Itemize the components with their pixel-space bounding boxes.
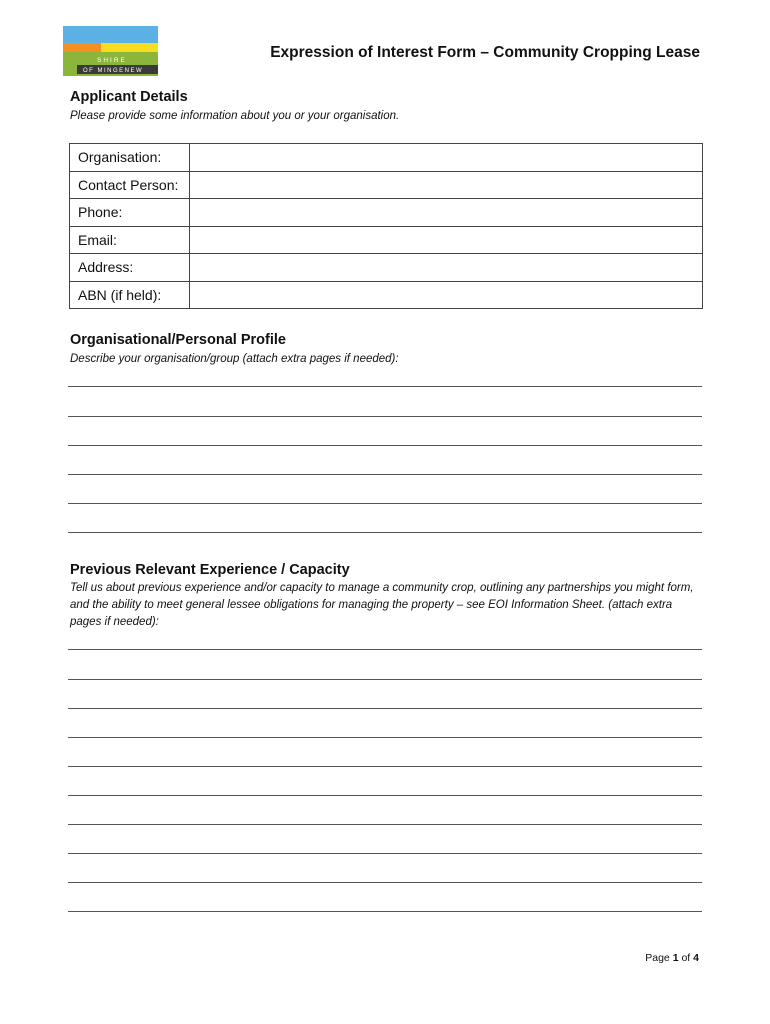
applicant-details-table [69, 143, 703, 309]
experience-heading: Previous Relevant Experience / Capacity [70, 562, 350, 578]
experience-writing-line[interactable] [68, 737, 702, 738]
organisation-field[interactable] [190, 144, 703, 172]
contact-person-label: Contact Person: [70, 171, 190, 199]
profile-writing-line[interactable] [68, 445, 702, 446]
email-field[interactable] [190, 226, 703, 254]
page-of: of [681, 952, 691, 964]
experience-description: Tell us about previous experience and/or capacity to manage a community crop, outlining any partnerships you might form, and the ability to meet general lessee obligations for managing the property – see EOI Information Sheet. (attach extra pages if needed): [70, 582, 694, 628]
page-label: Page [645, 952, 670, 964]
profile-writing-line[interactable] [68, 503, 702, 504]
experience-writing-line[interactable] [68, 766, 702, 767]
profile-description: Describe your organisation/group (attach extra pages if needed): [70, 353, 399, 365]
applicant-details-description: Please provide some information about you or your organisation. [70, 110, 400, 122]
address-label: Address: [70, 254, 190, 282]
applicant-details-heading: Applicant Details [70, 89, 188, 105]
experience-writing-line[interactable] [68, 679, 702, 680]
experience-writing-line[interactable] [68, 853, 702, 854]
experience-writing-line[interactable] [68, 824, 702, 825]
profile-writing-line[interactable] [68, 474, 702, 475]
profile-writing-line[interactable] [68, 386, 702, 387]
abn-field[interactable] [190, 281, 703, 309]
organisation-label: Organisation: [70, 144, 190, 172]
email-label: Email: [70, 226, 190, 254]
page-total: 4 [693, 952, 699, 964]
logo-text-line2: OF MINGENEW [83, 68, 144, 74]
document-title: Expression of Interest Form – Community Cropping Lease [270, 44, 700, 61]
profile-heading: Organisational/Personal Profile [70, 332, 286, 348]
phone-label: Phone: [70, 199, 190, 227]
profile-writing-line[interactable] [68, 532, 702, 533]
experience-writing-line[interactable] [68, 708, 702, 709]
address-row [70, 254, 703, 282]
phone-field[interactable] [190, 199, 703, 227]
logo-text-line1: SHIRE [97, 57, 127, 64]
experience-writing-line[interactable] [68, 911, 702, 912]
phone-row [70, 199, 703, 227]
abn-row [70, 281, 703, 309]
email-row [70, 226, 703, 254]
shire-logo [63, 26, 158, 76]
page-number [645, 952, 699, 964]
page-current: 1 [672, 952, 679, 964]
abn-label: ABN (if held): [70, 281, 190, 309]
address-field[interactable] [190, 254, 703, 282]
experience-writing-line[interactable] [68, 795, 702, 796]
contact-person-row [70, 171, 703, 199]
contact-person-field[interactable] [190, 171, 703, 199]
experience-writing-line[interactable] [68, 882, 702, 883]
experience-writing-line[interactable] [68, 649, 702, 650]
profile-writing-line[interactable] [68, 416, 702, 417]
organisation-row [70, 144, 703, 172]
